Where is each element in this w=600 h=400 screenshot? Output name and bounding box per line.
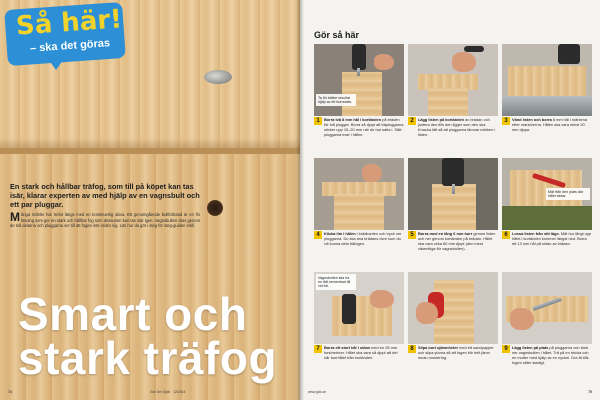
step-3-text (512, 117, 592, 132)
step-4-lead: Klicka lim i hålen (324, 231, 356, 236)
website-folio: www.gds.se (308, 390, 327, 394)
magazine-folio: Gör Det Själv · 12/2014 (150, 390, 186, 394)
step-5-body: genom listen och ner genom kortänden på brädan. Hålet ska vara cirka 60 mm djupt (den mest väsentliga för vagnsbulten). (418, 231, 496, 251)
dropcap: M (10, 210, 20, 224)
step-7-caption: Vagnsbulten ska ha en lätt cementrad till vid trä. (316, 274, 356, 290)
step-8-body: med ett sandpapper och slipa ytorna så att fogen blir helt jämn innan montering. (418, 345, 494, 360)
step-3 (502, 44, 592, 156)
step-2-lead: Lägg listen på kortänden (418, 117, 465, 122)
intro-text: En stark och hållbar träfog, som till på köpet kan tas isär, klarar experten av med hjälp av en vagnsbult och ett par pluggar. (10, 182, 200, 209)
step-7-text (324, 345, 404, 360)
step-9-lead: Lägg listen på plats (512, 345, 549, 350)
step-6 (502, 158, 592, 270)
step-2-number: 2 (408, 117, 416, 125)
step-3-lead: Vänd listen och borra (512, 117, 552, 122)
body-text (10, 212, 200, 229)
step-4-number: 4 (314, 231, 322, 239)
step-1-body: på bräden för två pluggar. Borra så djupt att träpluggarna sticker upp 15–20 mm när de har satts i. Sätt pluggarna kvar i hålen. (324, 117, 404, 137)
step-5-text (418, 231, 498, 251)
step-6-caption: Mät från den plats där hålet slutar. (546, 188, 590, 200)
step-7-photo (314, 272, 404, 344)
headline-line-1: Smart och (18, 288, 248, 340)
step-6-text (512, 231, 592, 246)
step-5 (408, 158, 498, 270)
steps-title: Gör så här (314, 30, 360, 40)
step-3-number: 3 (502, 117, 510, 125)
step-1-text (324, 117, 404, 137)
bolt-hole-image (207, 200, 223, 216)
steps-grid (314, 44, 592, 384)
sa-har-badge (6, 6, 124, 72)
step-9 (502, 272, 592, 384)
step-9-text (512, 345, 592, 365)
step-7-number: 7 (314, 345, 322, 353)
step-8-lead: Slipa bort ojämnheter (418, 345, 458, 350)
step-5-lead: Borra med en lång 6 mm borr (418, 231, 473, 236)
step-5-number: 5 (408, 231, 416, 239)
step-6-lead: Lossa listen från sitt läge. (512, 231, 560, 236)
step-4-photo (314, 158, 404, 230)
spine-gutter (296, 0, 304, 400)
step-9-number: 9 (502, 345, 510, 353)
step-7-body: med en 25 mm forstnerborr. Hålet ska vara så djupt att det når borrhålet från kortänden. (324, 345, 398, 360)
headline-line-2: stark träfog (18, 332, 278, 384)
badge-tail (46, 56, 66, 70)
step-9-photo (502, 272, 592, 344)
screw-head-image (204, 70, 232, 84)
step-2-text (418, 117, 498, 137)
step-1-photo (314, 44, 404, 116)
step-7-lead: Borra ett stort hål i sidan (324, 345, 371, 350)
step-8-number: 8 (408, 345, 416, 353)
step-3-photo (502, 44, 592, 116)
right-page (300, 0, 600, 400)
step-1-caption: Ta för bättre resultat hjälp av ett borrstativ. (316, 94, 356, 106)
step-6-number: 6 (502, 231, 510, 239)
step-8-text (418, 345, 498, 360)
step-4-body: i brädkanten och tryck ner pluggarna. Du ska ana brädans övre som du vill kunna dela träfogen. (324, 231, 402, 246)
article-headline (18, 288, 278, 384)
step-8-photo (408, 272, 498, 344)
step-7 (314, 272, 404, 384)
step-5-photo (408, 158, 498, 230)
step-2 (408, 44, 498, 156)
step-8 (408, 272, 498, 384)
page-number-right: 75 (588, 390, 592, 394)
body-paragraph: ånga möbler har trefot längs med en kontinuerlig skiva. Ett genomgående bultförband är en fin lösning som ger en stark och hållbar fog som dessutom kan tas isär igen. Vagnsbulten dras genom de två delarna och pluggarna ser till att fogen inte vrider sig. Läs hur du gör i steg för steg-guiden intill. (10, 212, 200, 229)
step-6-photo (502, 158, 592, 230)
step-1-number: 1 (314, 117, 322, 125)
step-2-photo (408, 44, 498, 116)
step-1 (314, 44, 404, 156)
badge-title: Så här! (15, 4, 123, 42)
badge-subtitle: – ska det göras (29, 37, 111, 55)
page-number-left: 74 (8, 390, 12, 394)
step-6-body: Mät hur långt upp hålet i kortänden kommer längst ned. Borra ett 13 mm hål på sidan av brädan. (512, 231, 592, 246)
step-4-text (324, 231, 404, 246)
step-9-body: på pluggarna och stick ner vagnsbulten i hålet. Trä på en bricka och en mutter med hjälp av en nyckel. Dra åt tills fogen sitter stadigt. (512, 345, 589, 365)
step-4 (314, 158, 404, 270)
step-1-lead: Borra två 8 mm hål i kortänden (324, 117, 382, 122)
step-2-body: av brädan och justera den tills den ligger som den ska. Knacka lätt så att pluggarna lämnar märken i listen. (418, 117, 496, 137)
step-3-body: 8 mm hål i märkena efter markörerna. Hålen ska vara minst 20 mm djupa. (512, 117, 588, 132)
